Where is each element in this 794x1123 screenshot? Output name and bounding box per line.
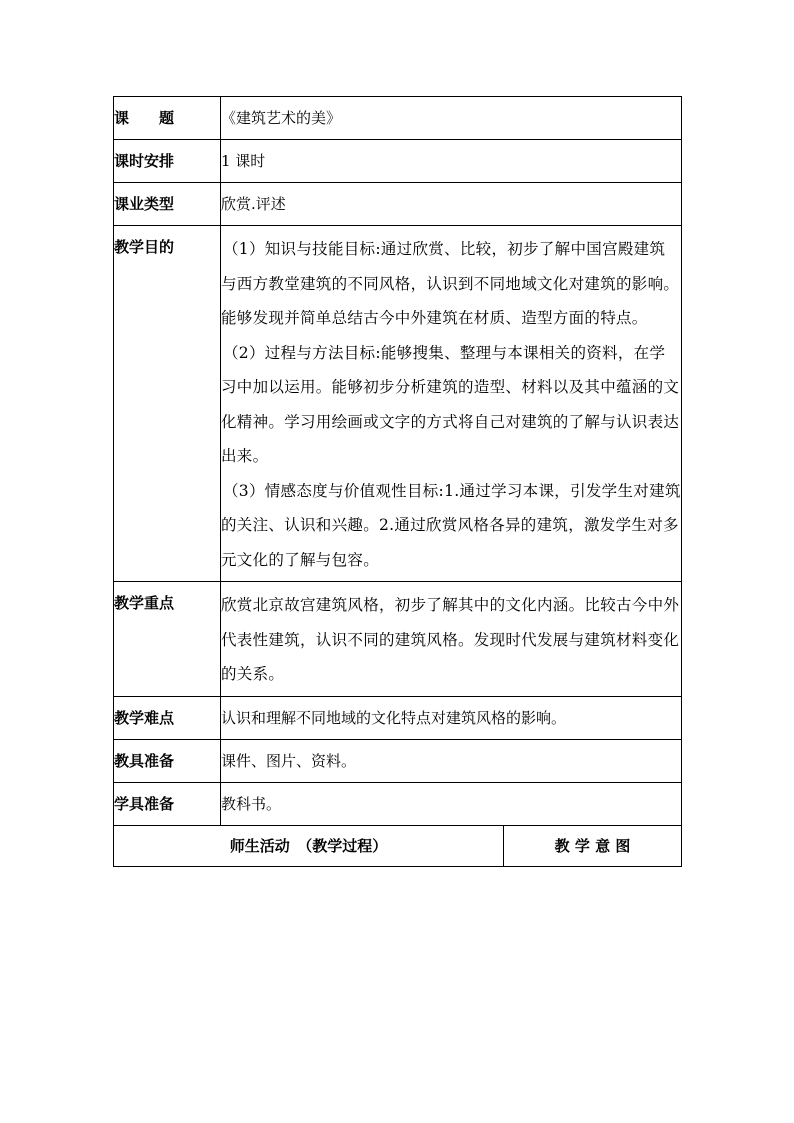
type-label: 课业类型 [114, 183, 221, 226]
student-tools-label: 学具准备 [114, 782, 221, 825]
key-points-text: 欣赏北京故宫建筑风格，初步了解其中的文化内涵。比较古今中外代表性建筑，认识不同的建筑风格。发现时代发展与建筑材料变化的关系。 [221, 596, 680, 683]
objective-paragraph-2: （2）过程与方法目标:能够搜集、整理与本课相关的资料，在学习中加以运用。能够初步分析建筑的造型、材料以及其中蕴涵的文化精神。学习用绘画或文字的方式将自己对建筑的了解与认识表达出来。 [221, 343, 680, 465]
objectives-cell [221, 226, 682, 582]
objective-paragraph-3: （3）情感态度与价值观性目标:1.通过学习本课，引发学生对建筑的关注、认识和兴趣。2.通过欣赏风格各异的建筑，激发学生对多元文化的了解与包容。 [221, 481, 681, 569]
key-points-label: 教学重点 [114, 582, 221, 697]
difficulties-value: 认识和理解不同地域的文化特点对建筑风格的影响。 [221, 696, 682, 739]
topic-label: 课 题 [114, 97, 221, 140]
objectives-label: 教学目的 [114, 226, 221, 582]
lesson-plan-table [113, 96, 682, 867]
schedule-label: 课时安排 [114, 140, 221, 183]
topic-value: 《建筑艺术的美》 [221, 97, 682, 140]
schedule-value: 1 课时 [221, 140, 682, 183]
row-objectives [114, 226, 682, 582]
row-schedule [114, 140, 682, 183]
teacher-tools-value: 课件、图片、资料。 [221, 739, 682, 782]
objective-paragraph-1: （1）知识与技能目标:通过欣赏、比较，初步了解中国宫殿建筑与西方教堂建筑的不同风格，认识到不同地域文化对建筑的影响。能够发现并简单总结古今中外建筑在材质、造型方面的特点。 [221, 240, 680, 327]
row-difficulties [114, 696, 682, 739]
teacher-tools-label: 教具准备 [114, 739, 221, 782]
key-points-cell [221, 582, 682, 697]
type-value: 欣赏.评述 [221, 183, 682, 226]
process-header-right: 教 学 意 图 [504, 825, 682, 866]
row-student-tools [114, 782, 682, 825]
difficulties-label: 教学难点 [114, 696, 221, 739]
row-type [114, 183, 682, 226]
process-header-left: 师生活动 （教学过程） [114, 825, 504, 866]
row-topic [114, 97, 682, 140]
row-key-points [114, 582, 682, 697]
row-process-header [114, 825, 682, 866]
student-tools-value: 教科书。 [221, 782, 682, 825]
row-teacher-tools [114, 739, 682, 782]
